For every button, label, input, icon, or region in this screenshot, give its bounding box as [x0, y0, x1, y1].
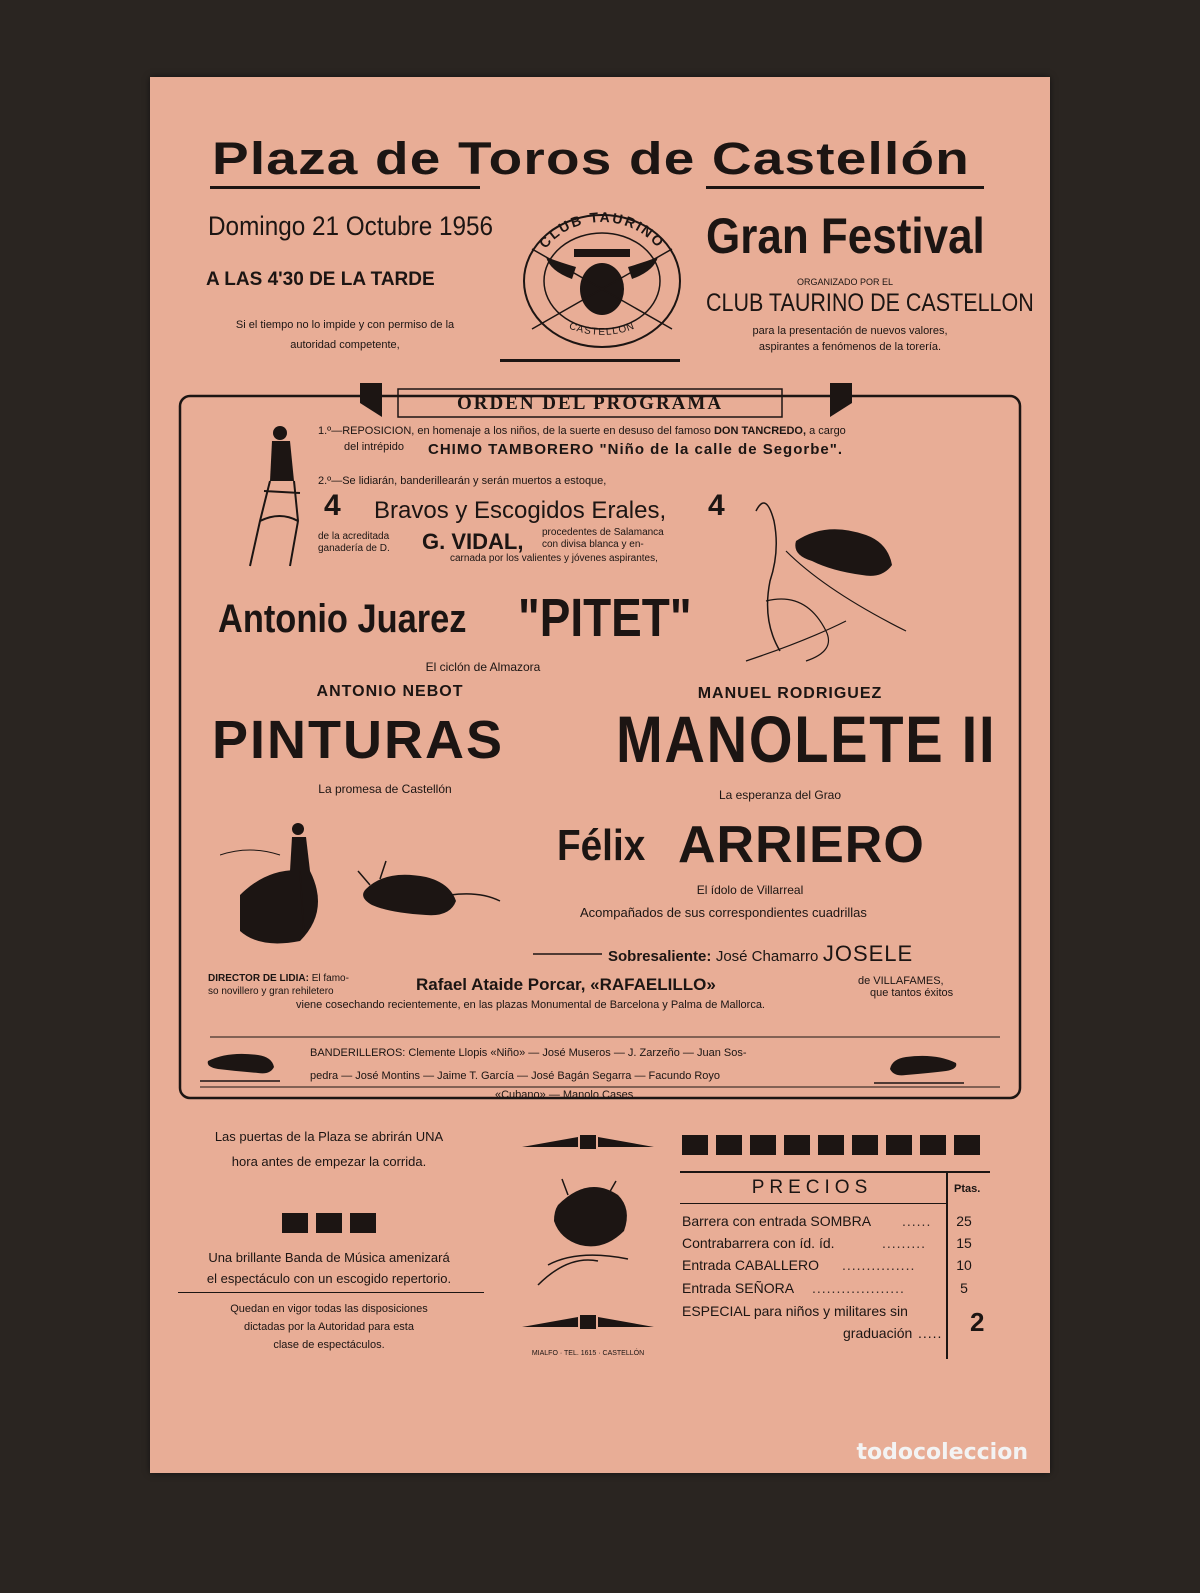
banderilleros-line1: BANDERILLEROS: Clemente Llopis «Niño» — José Museros — J. Zarzeño — Juan Sos-	[310, 1047, 747, 1059]
pinturas-name: ANTONIO NEBOT	[316, 683, 464, 700]
price-dots: ......	[902, 1213, 932, 1229]
festival-title: Gran Festival	[706, 208, 985, 264]
organized-by: ORGANIZADO POR EL	[796, 277, 894, 287]
weather-note-1: Si el tiempo no lo impide y con permiso de la	[235, 319, 455, 331]
item1-name: DON TANCREDO,	[713, 425, 807, 437]
purpose-2: aspirantes a fenómenos de la torería.	[758, 341, 942, 353]
price-value: 5	[960, 1280, 968, 1296]
ornament-square	[716, 1135, 742, 1155]
price-special-2: graduación	[843, 1325, 913, 1341]
price-label: Entrada CABALLERO	[682, 1257, 819, 1273]
item1-text: 1.º—REPOSICION, en homenaje a los niños, de la suerte en desuso del famoso	[318, 425, 711, 437]
item2-line1: 2.º—Se lidiarán, banderillearán y serán muertos a estoque,	[318, 475, 607, 487]
item1-performer: CHIMO TAMBORERO "Niño de la calle de Segorbe".	[428, 441, 843, 458]
director-name: Rafael Ataide Porcar, «RAFAELILLO»	[416, 975, 716, 994]
cuadrillas-note: Acompañados de sus correspondientes cuadrillas	[580, 905, 867, 920]
price-dots: ...............	[842, 1257, 916, 1273]
page-title: Plaza de Toros de Castellón	[212, 133, 971, 184]
price-row	[682, 1213, 1012, 1233]
club-name: CLUB TAURINO DE CASTELLON	[706, 289, 1034, 317]
price-dots: ...................	[812, 1280, 905, 1296]
watermark-text: todocoleccion	[856, 1440, 1028, 1465]
ranch-post-1: procedentes de Salamanca	[542, 527, 664, 538]
rules-1: Quedan en vigor todas las disposiciones	[230, 1303, 428, 1315]
rules-2: dictadas por la Autoridad para esta	[243, 1321, 414, 1333]
price-special-1: ESPECIAL para niños y militares sin	[682, 1303, 908, 1319]
band-2: el espectáculo con un escogido repertorio.	[206, 1271, 452, 1286]
bull-right-icon	[874, 1045, 964, 1087]
doors-1: Las puertas de la Plaza se abrirán UNA	[214, 1129, 444, 1144]
ornament-square	[920, 1135, 946, 1155]
event-date: Domingo 21 Octubre 1956	[208, 211, 494, 241]
arriero-alias: ARRIERO	[678, 816, 925, 874]
ranch-name: G. VIDAL,	[422, 529, 524, 554]
program-item-1	[318, 425, 846, 437]
manolete-alias: MANOLETE II	[616, 702, 997, 776]
ornament-square	[316, 1213, 342, 1233]
band-1: Una brillante Banda de Música amenizará	[208, 1250, 450, 1265]
price-row	[682, 1257, 1012, 1277]
arriero-desc: El ídolo de Villarreal	[696, 883, 804, 897]
banderilleros-line3: «Cubano» — Manolo Cases	[495, 1089, 634, 1101]
ranch-post-2: con divisa blanca y en-	[542, 539, 644, 550]
price-row	[682, 1280, 1012, 1300]
bulls-count-right: 4	[708, 489, 725, 522]
horseman-illustration	[240, 421, 310, 571]
director-label: DIRECTOR DE LIDIA:	[208, 973, 309, 984]
director-line3: viene cosechando recientemente, en las plazas Monumental de Barcelona y Palma de Mallorca.	[296, 999, 765, 1011]
manolete-desc: La esperanza del Grao	[718, 788, 842, 802]
pinturas-alias: PINTURAS	[212, 710, 505, 770]
prices-mid-rule	[680, 1203, 946, 1204]
price-row	[682, 1235, 1012, 1255]
ornament-square	[886, 1135, 912, 1155]
prices-currency: Ptas.	[954, 1183, 981, 1195]
logo-bottom-text: CASTELLON	[567, 320, 637, 338]
weather-note-2: autoridad competente,	[290, 339, 400, 351]
logo-top-text: CLUB TAURINO	[535, 209, 669, 252]
sobresaliente-name: José Chamarro	[715, 948, 819, 965]
item1-tail: a cargo	[809, 425, 846, 437]
program-heading: ORDEN DEL PROGRAMA	[456, 393, 724, 414]
prices-top-rule	[680, 1171, 990, 1173]
price-special-value: 2	[970, 1307, 985, 1337]
price-value: 25	[956, 1213, 972, 1229]
banderilleros-line2: pedra — José Montins — Jaime T. García — José Bagán Segarra — Facundo Royo	[310, 1070, 721, 1082]
director-origin-2: que tantos éxitos	[870, 987, 954, 999]
price-special-dots: .....	[918, 1325, 943, 1341]
rules-divider	[178, 1292, 484, 1293]
director-line2: so novillero y gran rehiletero	[208, 986, 334, 997]
ornament-square	[682, 1135, 708, 1155]
ornament-square	[750, 1135, 776, 1155]
director-label-tail: El famo-	[311, 973, 349, 984]
price-label: Barrera con entrada SOMBRA	[682, 1213, 872, 1229]
ornament-square	[954, 1135, 980, 1155]
ornament-square	[350, 1213, 376, 1233]
ranch-post-3: carnada por los valientes y jóvenes aspirantes,	[450, 553, 658, 564]
bull-left-icon	[200, 1043, 280, 1085]
bulls-title: Bravos y Escogidos Erales,	[374, 497, 667, 524]
center-ornament	[518, 1135, 658, 1341]
matador-bull-sketch	[736, 481, 922, 671]
price-label: Contrabarrera con íd. íd.	[682, 1235, 835, 1251]
prices-heading: PRECIOS	[751, 1177, 873, 1198]
arriero-first: Félix	[557, 821, 646, 870]
ranch-pre-2: ganadería de D.	[318, 543, 390, 554]
bulls-count-left: 4	[324, 489, 341, 522]
price-label: Entrada SEÑORA	[682, 1280, 795, 1296]
price-value: 15	[956, 1235, 972, 1251]
item1-line2: del intrépido	[344, 441, 404, 453]
pitet-alias: "PITET"	[518, 588, 692, 648]
rules-3: clase de espectáculos.	[273, 1339, 385, 1351]
purpose-1: para la presentación de nuevos valores,	[752, 325, 948, 337]
cape-pass-illustration	[220, 815, 520, 955]
printer-credit: MIALFO · TEL. 1615 · CASTELLÓN	[531, 1350, 645, 1357]
director-origin-1: de VILLAFAMES,	[858, 975, 944, 987]
pinturas-desc: La promesa de Castellón	[318, 782, 452, 796]
price-dots: .........	[882, 1235, 927, 1251]
ornament-square	[852, 1135, 878, 1155]
ornament-square	[282, 1213, 308, 1233]
ornament-square	[784, 1135, 810, 1155]
sobresaliente-alias: JOSELE	[822, 941, 914, 966]
ornament-square	[818, 1135, 844, 1155]
doors-2: hora antes de empezar la corrida.	[231, 1154, 427, 1169]
pitet-desc: El ciclón de Almazora	[425, 660, 541, 674]
price-value: 10	[956, 1257, 972, 1273]
sobresaliente-label: Sobresaliente:	[608, 948, 712, 965]
sobresaliente-row	[608, 941, 913, 967]
ranch-pre-1: de la acreditada	[318, 531, 390, 542]
director-label-row	[208, 973, 349, 984]
poster	[150, 77, 1050, 1473]
pitet-name: Antonio Juarez	[218, 597, 467, 641]
event-time: A LAS 4'30 DE LA TARDE	[206, 269, 435, 290]
manolete-name: MANUEL RODRIGUEZ	[697, 685, 883, 702]
